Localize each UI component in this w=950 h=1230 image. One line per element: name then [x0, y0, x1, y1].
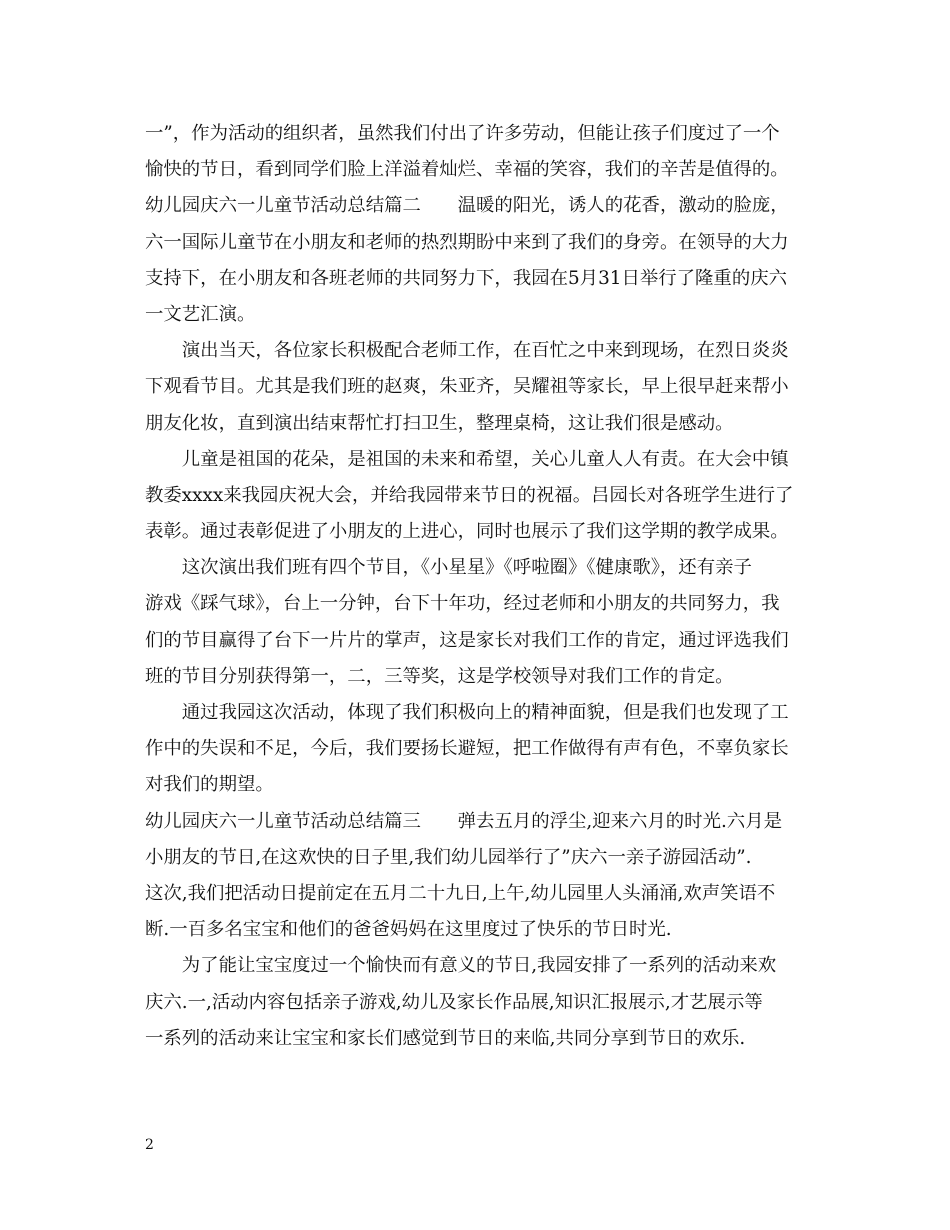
text-line: 这次,我们把活动日提前定在五月二十九日,上午,幼儿园里人头涌涌,欢声笑语不: [145, 882, 776, 904]
text-line: 一系列的活动来让宝宝和家长们感觉到节日的来临,共同分享到节日的欢乐.: [145, 1027, 746, 1049]
text-line: 对我们的期望。: [145, 774, 274, 796]
text-line: 一文艺汇演。: [145, 303, 256, 325]
paragraph-start-line: 儿童是祖国的花朵，是祖国的未来和希望，关心儿童人人有责。在大会中镇: [145, 448, 789, 470]
text-line: 六一国际儿童节在小朋友和老师的热烈期盼中来到了我们的身旁。在领导的大力: [145, 231, 789, 253]
section-heading-line: 幼儿园庆六一儿童节活动总结篇三 弹去五月的浮尘,迎来六月的时光.六月是: [145, 810, 782, 832]
text-line: 下观看节目。尤其是我们班的赵爽，朱亚齐，吴耀祖等家长，早上很早赶来帮小: [145, 376, 789, 398]
paragraph-start-line: 这次演出我们班有四个节目，《小星星》《呼啦圈》《健康歌》，还有亲子: [145, 557, 752, 579]
paragraph-start-line: 通过我园这次活动，体现了我们积极向上的精神面貌，但是我们也发现了工: [145, 702, 789, 723]
text-line: 支持下，在小朋友和各班老师的共同努力下，我园在5月31日举行了隆重的庆六: [145, 267, 787, 289]
section-heading-line: 幼儿园庆六一儿童节活动总结篇二 温暖的阳光，诱人的花香，激动的脸庞，: [145, 195, 789, 217]
text-line: 教委xxxx来我园庆祝大会，并给我园带来节日的祝福。吕园长对各班学生进行了: [145, 484, 794, 506]
document-body: [145, 116, 805, 1057]
text-line: 愉快的节日，看到同学们脸上洋溢着灿烂、幸福的笑容，我们的辛苦是值得的。: [145, 159, 789, 181]
text-line: 表彰。通过表彰促进了小朋友的上进心，同时也展示了我们这学期的教学成果。: [145, 521, 789, 543]
text-line: 庆六.一,活动内容包括亲子游戏,幼儿及家长作品展,知识汇报展示,才艺展示等: [145, 991, 763, 1013]
text-line: 班的节目分别获得第一，二，三等奖，这是学校领导对我们工作的肯定。: [145, 665, 734, 687]
page-number: 2: [145, 1137, 154, 1153]
text-line: 断.一百多名宝宝和他们的爸爸妈妈在这里度过了快乐的节日时光.: [145, 919, 672, 941]
paragraph-start-line: 为了能让宝宝度过一个愉快而有意义的节日,我园安排了一系列的活动来欢: [145, 955, 777, 977]
text-line: 一”，作为活动的组织者，虽然我们付出了许多劳动，但能让孩子们度过了一个: [145, 123, 780, 144]
text-line: 作中的失误和不足，今后，我们要扬长避短，把工作做得有声有色，不辜负家长: [145, 738, 789, 760]
text-line: 游戏《踩气球》，台上一分钟，台下十年功，经过老师和小朋友的共同努力，我: [145, 593, 780, 615]
paragraph-start-line: 演出当天，各位家长积极配合老师工作，在百忙之中来到现场，在烈日炎炎: [145, 340, 789, 362]
text-line: 小朋友的节日,在这欢快的日子里,我们幼儿园举行了”庆六一亲子游园活动”.: [145, 846, 752, 868]
text-line: 们的节目赢得了台下一片片的掌声，这是家长对我们工作的肯定，通过评选我们: [145, 629, 789, 651]
text-line: 朋友化妆，直到演出结束帮忙打扫卫生，整理桌椅，这让我们很是感动。: [145, 412, 734, 434]
